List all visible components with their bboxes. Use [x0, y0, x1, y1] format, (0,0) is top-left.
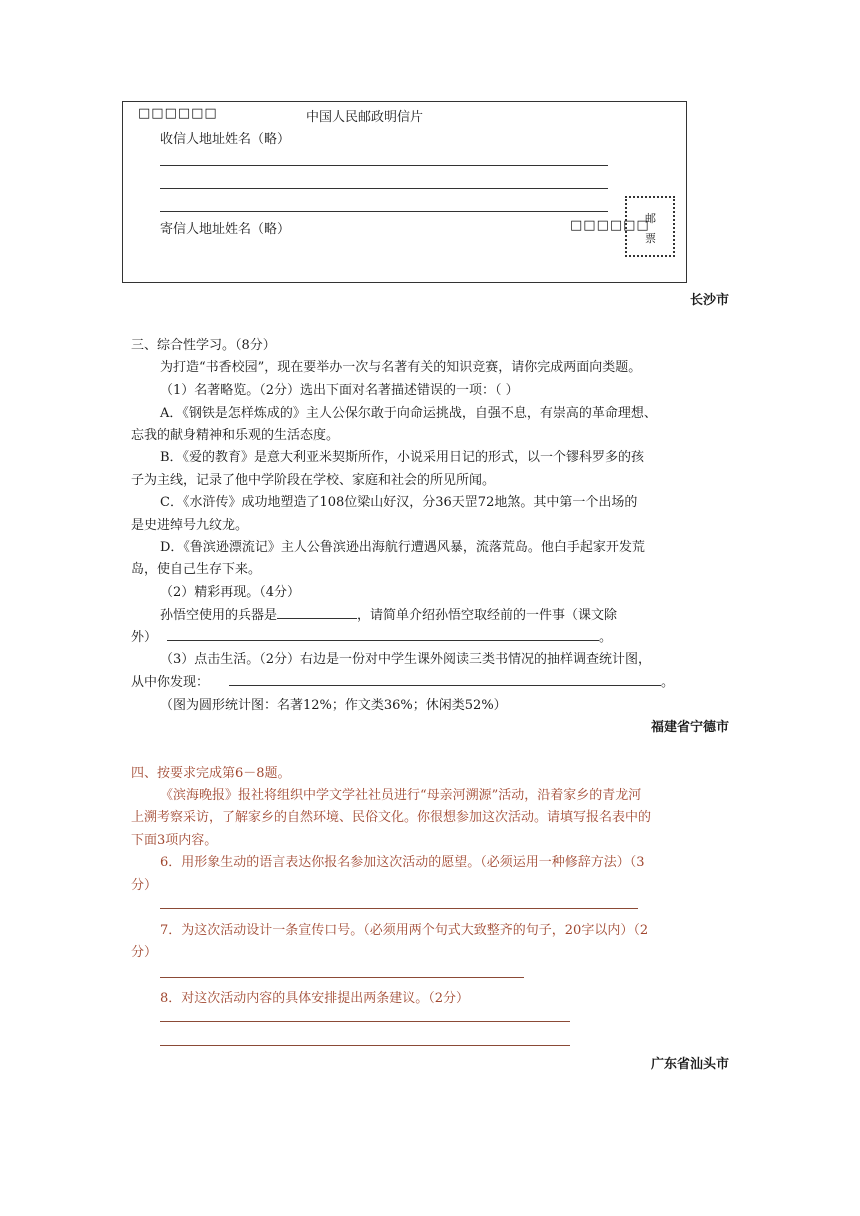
- q6-line2: 分）: [131, 878, 158, 893]
- q3-period: 。: [661, 675, 675, 690]
- q6-line1: 6．用形象生动的语言表达你报名参加这次活动的愿望。（必须运用一种修辞方法）（3: [160, 855, 645, 870]
- q2-weapon-blank[interactable]: [277, 605, 357, 619]
- q3-answer-row: [131, 671, 674, 690]
- q2-period: 。: [599, 630, 613, 645]
- recipient-label: 收信人地址姓名（略）: [160, 132, 291, 147]
- option-b-line2: 子为主线，记录了他中学阶段在学校、家庭和社会的所见所闻。: [131, 473, 496, 488]
- q7-answer-line[interactable]: [160, 977, 524, 978]
- q7-line2: 分）: [131, 945, 158, 960]
- recipient-line-3: [160, 211, 608, 212]
- section4-intro-line1: 《滨海晚报》报社将组织中学文学社社员进行“母亲河溯源”活动，沿着家乡的青龙河: [160, 788, 642, 803]
- option-d-line1: D．《鲁滨逊漂流记》主人公鲁滨逊出海航行遭遇风暴，流落荒岛。他白手起家开发荒: [160, 540, 645, 555]
- stamp-char-1: 邮: [645, 212, 656, 225]
- q3-chart-note: （图为圆形统计图：名著12%；作文类36%；休闲类52%）: [160, 698, 507, 713]
- option-a-line1: A．《钢铁是怎样炼成的》主人公保尔敢于向命运挑战，自强不息，有崇高的革命理想、: [160, 406, 657, 421]
- q6-answer-line[interactable]: [160, 908, 638, 909]
- section3-intro: 为打造“书香校园”，现在要举办一次与名著有关的知识竞赛，请你完成两面向类题。: [160, 360, 642, 375]
- q2-weapon-prompt: ，请简单介绍孙悟空取经前的一件事（课文除: [357, 608, 618, 623]
- option-c-line2: 是史进绰号九纹龙。: [131, 518, 249, 533]
- section4-intro-line2: 上溯考察采访，了解家乡的自然环境、民俗文化。你很想参加这次活动。请填写报名表中的: [131, 810, 652, 825]
- section4-intro-line3: 下面3项内容。: [131, 833, 218, 848]
- section4-heading: 四、按要求完成第6－8题。: [131, 766, 291, 781]
- q7-line1: 7．为这次活动设计一条宣传口号。（必须用两个句式大致整齐的句子，20字以内）（2: [160, 923, 649, 938]
- option-a-line2: 忘我的献身精神和乐观的生活态度。: [131, 428, 340, 443]
- postcard-title: 中国人民邮政明信片: [306, 110, 424, 125]
- q2-text: （2）精彩再现。（4分）: [160, 585, 301, 600]
- zip-code-boxes-top: □□□□□□: [138, 106, 218, 121]
- q2-weapon-label: 孙悟空使用的兵器是: [160, 608, 278, 623]
- q3-line1: （3）点击生活。（2分）右边是一份对中学生课外阅读三类书情况的抽样调查统计图，: [160, 652, 652, 667]
- recipient-line-2: [160, 188, 608, 189]
- sender-label: 寄信人地址姓名（略）: [160, 222, 291, 237]
- q8-answer-line-1[interactable]: [160, 1021, 570, 1022]
- q3-answer-blank[interactable]: [229, 672, 661, 686]
- q8-answer-line-2[interactable]: [160, 1045, 570, 1046]
- region-changsha: 长沙市: [689, 293, 729, 308]
- option-d-line2: 岛，使自己生存下来。: [131, 562, 262, 577]
- option-c-line1: C．《水浒传》成功地塑造了108位梁山好汉，分36天罡72地煞。其中第一个出场的: [160, 495, 638, 510]
- section3-heading: 三、综合性学习。（8分）: [131, 338, 276, 353]
- q2-answer-row: [131, 626, 612, 645]
- q1-text: （1）名著略览。（2分）选出下面对名著描述错误的一项：（ ）: [160, 383, 519, 398]
- zip-code-boxes-bottom: □□□□□□: [570, 218, 650, 233]
- q8-text: 8．对这次活动内容的具体安排提出两条建议。（2分）: [160, 991, 470, 1006]
- region-ningde: 福建省宁德市: [650, 720, 729, 735]
- q2-weapon-row: [160, 604, 617, 623]
- stamp-box: [625, 196, 675, 257]
- option-b-line1: B．《爱的教育》是意大利亚米契斯所作，小说采用日记的形式，以一个镠科罗多的孩: [160, 450, 645, 465]
- recipient-line-1: [160, 165, 608, 166]
- q2-prefix: 外）: [131, 630, 158, 645]
- stamp-char-2: 票: [645, 232, 656, 245]
- region-shantou: 广东省汕头市: [650, 1057, 729, 1072]
- q2-answer-blank[interactable]: [167, 627, 599, 641]
- q3-prefix: 从中你发现：: [131, 675, 210, 690]
